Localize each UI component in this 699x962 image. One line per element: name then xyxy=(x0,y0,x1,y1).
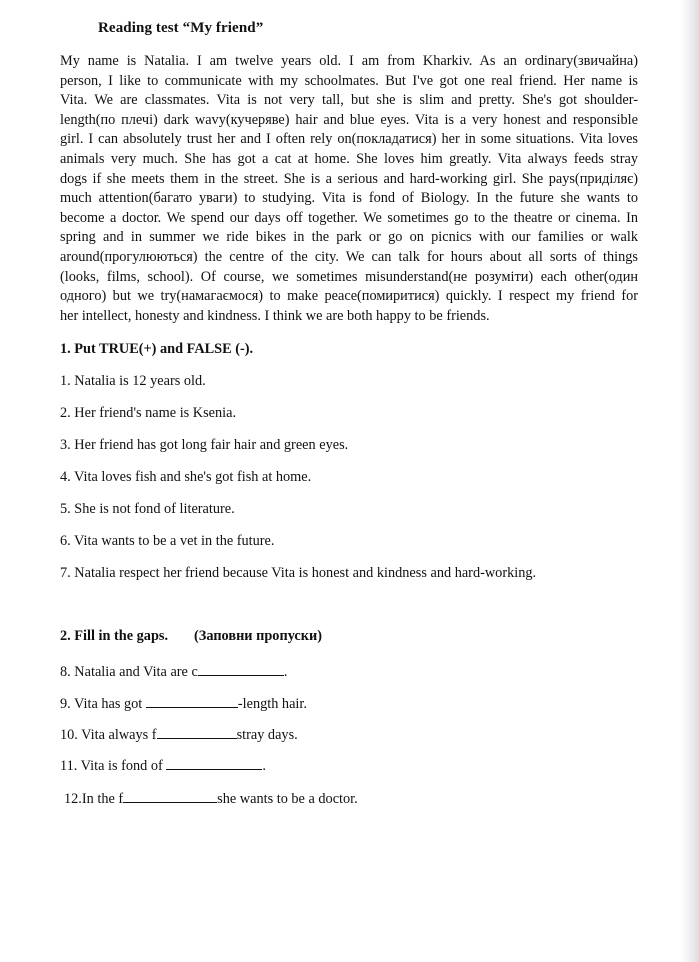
gap-item-text: . xyxy=(283,664,288,680)
passage-line: My name is Natalia. I am twelve years old. I am from Kharkiv. As an ordinary(звичайна) xyxy=(60,53,638,69)
reading-passage xyxy=(60,52,638,326)
gap-item-text: she wants to be a doctor. xyxy=(217,791,358,807)
passage-line: одного) but we try(намагаємося) to make peace(помиритися) quickly. I respect my friend for xyxy=(60,288,638,305)
gap-item-text: . xyxy=(262,758,266,774)
passage-line: (looks, films, school). Of course, we sometimes misunderstand(не розуміти) each other(один xyxy=(60,268,638,285)
passage-line: her intellect, honesty and kindness. I think we are both happy to be friends. xyxy=(60,307,490,324)
passage-line: dogs if she meets them in the street. She is a serious and hard-working girl. She pays(приділяє) xyxy=(60,170,638,187)
passage-line: become a doctor. We spend our days off together. We sometimes go to the theatre or cinema. In xyxy=(60,209,638,226)
true-false-item-5: 5. She is not fond of literature. xyxy=(60,501,235,517)
gap-item-10 xyxy=(60,724,298,744)
answer-blank[interactable] xyxy=(198,661,284,676)
gap-item-text: 12.In the f xyxy=(64,791,124,807)
fill-gaps-heading xyxy=(60,628,322,645)
fill-gaps-heading-uk: (Заповни пропуски) xyxy=(194,628,322,644)
passage-line: Vita. We are classmates. Vita is not very tall, but she is slim and pretty. She's got shoulder- xyxy=(60,92,638,109)
true-false-item-7: 7. Natalia respect her friend because Vita is honest and kindness and hard-working. xyxy=(60,565,537,581)
true-false-item-3: 3. Her friend has got long fair hair and green eyes. xyxy=(60,437,349,453)
passage-line: person, I like to communicate with my schoolmates. But I've got one real friend. Her name is xyxy=(60,72,638,89)
answer-blank[interactable] xyxy=(123,788,217,803)
gap-item-11 xyxy=(60,755,266,775)
passage-line: spring and in summer we ride bikes in the park or go on picnics with our families or walk xyxy=(60,229,638,246)
gap-item-9 xyxy=(60,693,307,713)
true-false-item-6: 6. Vita wants to be a vet in the future. xyxy=(60,533,275,549)
gap-item-text: -length hair. xyxy=(237,696,307,712)
passage-line: around(прогулюються) the centre of the city. We can talk for hours about all sorts of things xyxy=(60,248,638,265)
passage-line: animals very much. She has got a cat at home. She loves him greatly. Vita always feeds stray xyxy=(60,150,638,167)
true-false-item-1: 1. Natalia is 12 years old. xyxy=(60,373,206,389)
true-false-item-2: 2. Her friend's name is Ksenia. xyxy=(60,405,237,421)
gap-item-text: stray days. xyxy=(236,727,298,743)
page-title: Reading test “My friend” xyxy=(98,20,264,36)
gap-item-text: 11. Vita is fond of xyxy=(60,758,167,774)
true-false-item-4: 4. Vita loves fish and she's got fish at home. xyxy=(60,469,312,485)
gap-item-8 xyxy=(60,661,287,681)
gap-item-text: 8. Natalia and Vita are c xyxy=(60,664,198,680)
answer-blank[interactable] xyxy=(157,724,237,739)
passage-line: girl. I can absolutely trust her and I often rely on(покладатися) her in some situations. Vita loves xyxy=(60,131,638,148)
gap-item-text: 10. Vita always f xyxy=(60,727,157,743)
gap-item-text: 9. Vita has got xyxy=(60,696,146,712)
true-false-heading: 1. Put TRUE(+) and FALSE (-). xyxy=(60,341,254,357)
passage-line: much attention(багато уваги) to studying. Vita is fond of Biology. In the future she wants to xyxy=(60,190,638,207)
answer-blank[interactable] xyxy=(166,755,262,770)
gap-item-12 xyxy=(64,788,358,808)
passage-line: length(по плечі) dark wavy(кучеряве) hair and blue eyes. Vita is a very honest and responsible xyxy=(60,111,638,128)
answer-blank[interactable] xyxy=(146,693,238,708)
page-edge-shadow xyxy=(681,0,699,962)
fill-gaps-heading-en: 2. Fill in the gaps. xyxy=(60,628,169,644)
